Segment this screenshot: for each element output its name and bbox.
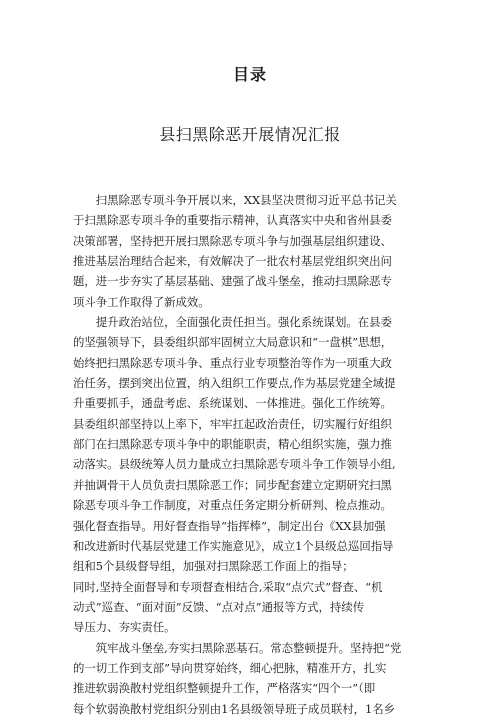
body-line: 县委组织部坚持以上率下，牢牢扛起政治责任，切实履行好组织 xyxy=(73,416,392,431)
body-line: 提升政治站位，全面强化责任担当。强化系统谋划。在县委 xyxy=(73,315,392,330)
body-line: 的一切工作到支部”导向贯穿始终，细心把脉，精准开方，扎实 xyxy=(73,660,387,675)
body-line: 扫黑除恶专项斗争开展以来，XX县坚决贯彻习近平总书记关 xyxy=(73,193,397,207)
body-line: 决策部署，坚持把开展扫黑除恶专项斗争与加强基层组织建设、 xyxy=(73,233,392,248)
body-line: 同时,坚持全面督导和专项督查相结合,采取“点穴式”督查、“机 xyxy=(73,579,383,594)
body-line: 升重要抓手，通盘考虑、系统谋划、一体推进。强化工作统筹。 xyxy=(73,396,392,411)
body-line: 和改进新时代基层党建工作实施意见》，成立1个县级总巡回指导 xyxy=(73,538,394,553)
body-line: 动落实。县级统筹人员力量成立扫黑除恶专项斗争工作领导小组, xyxy=(73,457,396,472)
body-line: 推进基层治理结合起来，有效解决了一批农村基层党组织突出问 xyxy=(73,254,392,269)
body-line: 推进软弱涣散村党组织整顿提升工作，严格落实“四个一”（即 xyxy=(73,681,376,696)
body-line: 的坚强领导下，县委组织部牢固树立大局意识和“一盘棋”思想， xyxy=(73,335,393,350)
body-line: 除恶专项斗争工作制度，对重点任务定期分析研判、检点推动。 xyxy=(73,498,392,513)
body-line: 部门在扫黑除恶专项斗争中的职能职责，精心组织实施，强力推 xyxy=(73,437,392,452)
toc-title: 目录 xyxy=(232,65,267,84)
body-line: 组和5个县级督导组，加强对扫黑除恶工作面上的指导； xyxy=(73,559,354,574)
body-line: 治任务，摆到突出位置，纳入组织工作要点,作为基层党建全域提 xyxy=(73,376,396,391)
body-line: 项斗争工作取得了新成效。 xyxy=(73,294,210,309)
body-line: 动式”巡查、“面对面”反馈、“点对点”通报等方式，持续传 xyxy=(73,599,365,614)
body-line: 于扫黑除恶专项斗争的重要指示精神，认真落实中央和省州县委 xyxy=(73,213,392,228)
body-line: 并抽调骨干人员负责扫黑除恶工作；同步配套建立定期研究扫黑 xyxy=(73,477,392,492)
body-line: 题，进一步夯实了基层基础、建强了战斗堡垒，推动扫黑除恶专 xyxy=(73,274,392,289)
body-line: 筑牢战斗堡垒,夯实扫黑除恶基石。常态整顿提升。坚持把“党 xyxy=(73,640,402,655)
document-title: 县扫黑除恶开展情况汇报 xyxy=(159,125,341,144)
document-body xyxy=(73,190,434,719)
body-line: 始终把扫黑除恶专项斗争、重点行业专项整治等作为一项重大政 xyxy=(73,355,392,370)
body-line: 强化督查指导。用好督查指导“指挥棒”，制定出台《XX县加强 xyxy=(73,518,386,533)
body-line: 导压力、夯实责任。 xyxy=(73,620,176,635)
body-line: 每个软弱涣散村党组织分别由1名县级领导班子成员联村，1名乡 xyxy=(73,701,396,716)
